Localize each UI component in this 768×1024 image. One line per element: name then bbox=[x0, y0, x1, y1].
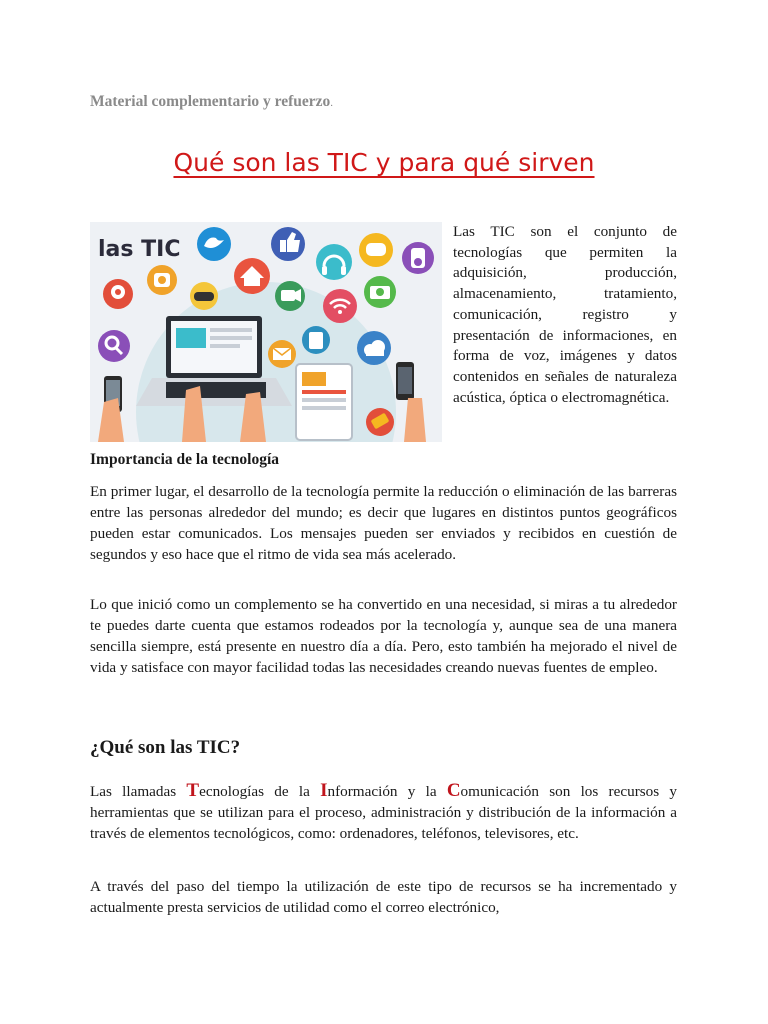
que-son-heading: ¿Qué son las TIC? bbox=[90, 737, 241, 758]
subtitle-text: Material complementario y refuerzo bbox=[90, 93, 331, 110]
sd-card-icon bbox=[302, 326, 330, 354]
importance-paragraph-1: En primer lugar, el desarrollo de la tecnología permite la reducción o eliminación de las barreras entre las personas alrededor del mundo; es decir que lugares en distintos puntos geográficos pueden estar comunicados. Los mensajes pueden ser enviados y recibidos en cuestión de segundos y eso hace que el ritmo de vida sea más acelerado. bbox=[90, 483, 677, 563]
initial-i: I bbox=[320, 780, 328, 801]
video-camera-icon bbox=[275, 281, 305, 311]
text-fragment: omunicación son los recursos y herramientas que se utilizan para el proceso, administración y distribución de la información a través de elementos tecnológicos, como: ordenadores, teléfonos, televisores, etc. bbox=[90, 783, 678, 842]
que-son-paragraph-2: A través del paso del tiempo la utilización de este tipo de recursos se ha incrementado y actualmente presta servicios de utilidad como el correo electrónico, bbox=[90, 878, 677, 916]
tic-illustration bbox=[90, 222, 442, 442]
camera-photo-icon bbox=[364, 276, 396, 308]
initial-c: C bbox=[446, 780, 461, 801]
document-subtitle bbox=[90, 93, 333, 111]
importance-paragraph-2: Lo que inició como un complemento se ha convertido en una necesidad, si miras a tu alrededor te puedes darte cuenta que estamos rodeados por la tecnología y, aunque sea de una manera sencilla siempre, está presente en nuestro día a día. Pero, esto también ha mejorado el nivel de vida y satisface con mayor facilidad todas las necesidades creando nuevas fuentes de empleo. bbox=[90, 596, 677, 676]
house-icon bbox=[234, 258, 270, 294]
subtitle-dot: . bbox=[330, 97, 334, 109]
intro-paragraph: Las TIC son el conjunto de tecnologías que permiten la adquisición, producción, almacenamiento, tratamiento, comunicación, registro y presentación de informaciones, en forma de voz, imágenes y datos contenidos en señales de naturaleza acústica, óptica o electromagnética. bbox=[453, 223, 677, 406]
cloud-icon bbox=[357, 331, 391, 365]
text-fragment: nformación y la bbox=[327, 783, 447, 800]
music-player-icon bbox=[402, 242, 434, 274]
text-fragment: ecnologías de la bbox=[199, 783, 321, 800]
importance-heading: Importancia de la tecnología bbox=[90, 451, 279, 468]
headphones-icon bbox=[316, 244, 352, 280]
image-label: las TIC bbox=[98, 237, 181, 262]
webcam-icon bbox=[103, 279, 133, 309]
text-fragment: Las llamadas bbox=[90, 783, 187, 800]
phone-icon bbox=[396, 362, 414, 400]
search-icon bbox=[98, 330, 130, 362]
wifi-icon bbox=[323, 289, 357, 323]
que-son-paragraph-1 bbox=[90, 780, 677, 844]
twitter-icon bbox=[197, 227, 231, 261]
initial-t: T bbox=[186, 780, 200, 801]
tablet-icon bbox=[296, 364, 352, 440]
tic-illustration-svg bbox=[90, 222, 442, 442]
mail-icon bbox=[268, 340, 296, 368]
chat-icon bbox=[359, 233, 393, 267]
usb-icon bbox=[366, 408, 394, 436]
page-title: Qué son las TIC y para qué sirven bbox=[173, 148, 595, 177]
gamepad-icon bbox=[190, 282, 218, 310]
like-icon bbox=[271, 227, 305, 261]
camera-icon bbox=[147, 265, 177, 295]
